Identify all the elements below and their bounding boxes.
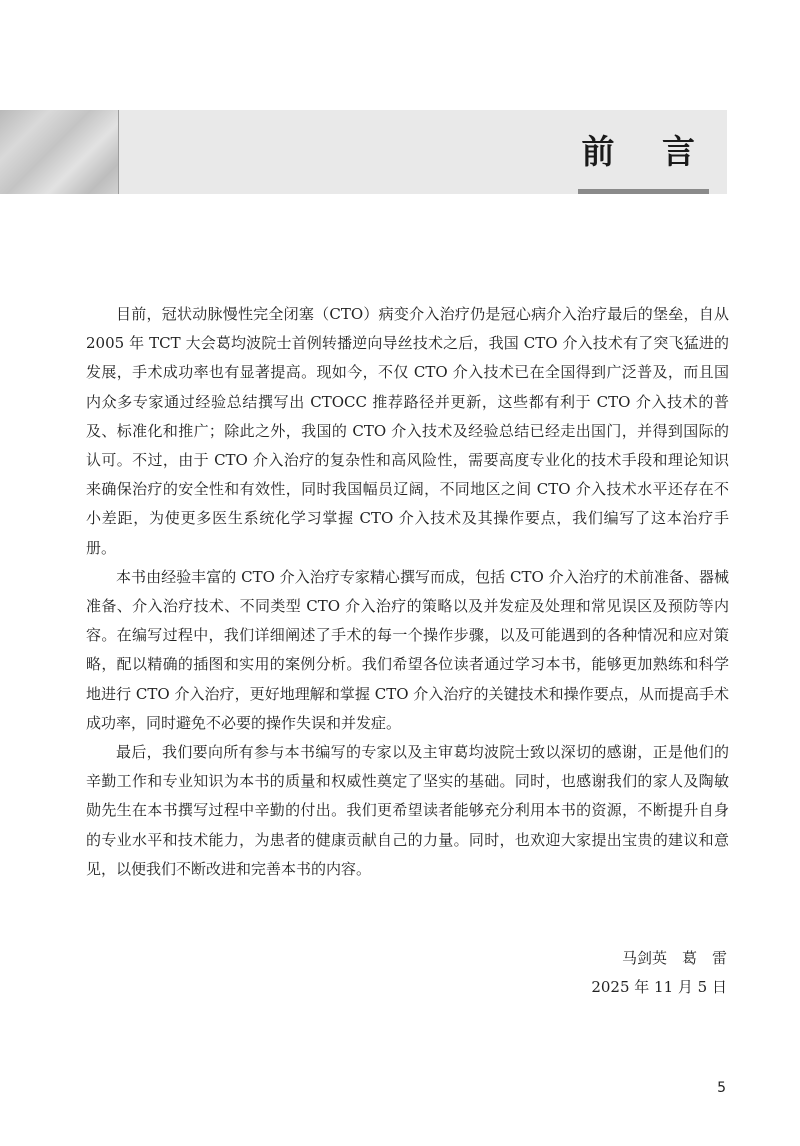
page-number: 5 bbox=[717, 1080, 726, 1096]
paragraph: 本书由经验丰富的 CTO 介入治疗专家精心撰写而成，包括 CTO 介入治疗的术前准备、器械准备、介入治疗技术、不同类型 CTO 介入治疗的策略以及并发症及处理和常见误区及预防等内容。在编写过程中，我们详细阐述了手术的每一个操作步骤，以及可能遇到的各种情况和应对策略，配以精确的插图和实用的案例分析。我们希望各位读者通过学习本书，能够更加熟练和科学地进行 CTO 介入治疗，更好地理解和掌握 CTO 介入治疗的关键技术和操作要点，从而提高手术成功率，同时避免不必要的操作失误和并发症。 bbox=[86, 567, 729, 732]
paragraph: 最后，我们要向所有参与本书编写的专家以及主审葛均波院士致以深切的感谢，正是他们的辛勤工作和专业知识为本书的质量和权威性奠定了坚实的基础。同时，也感谢我们的家人及陶敏勋先生在本书撰写过程中辛勤的付出。我们更希望读者能够充分利用本书的资源，不断提升自身的专业水平和技术能力，为患者的健康贡献自己的力量。同时，也欢迎大家提出宝贵的建议和意见，以便我们不断改进和完善本书的内容。 bbox=[86, 743, 729, 878]
title-underline bbox=[578, 189, 709, 194]
preface-body bbox=[86, 300, 729, 884]
signature-date: 2025 年 11 月 5 日 bbox=[591, 978, 727, 996]
header-decorative-texture bbox=[0, 110, 119, 194]
paragraph: 目前，冠状动脉慢性完全闭塞（CTO）病变介入治疗仍是冠心病介入治疗最后的堡垒，自从 2005 年 TCT 大会葛均波院士首例转播逆向导丝技术之后，我国 CTO 介入技术有了突飞猛进的发展，手术成功率也有显著提高。现如今，不仅 CTO 介入技术已在全国得到广泛普及，而且国内众多专家通过经验总结撰写出 CTOCC 推荐路径并更新，这些都有利于 CTO 介入技术的普及、标准化和推广；除此之外，我国的 CTO 介入技术及经验总结已经走出国门，并得到国际的认可。不过，由于 CTO 介入治疗的复杂性和高风险性，需要高度专业化的技术手段和理论知识来确保治疗的安全性和有效性，同时我国幅员辽阔，不同地区之间 CTO 介入技术水平还存在不小差距，为使更多医生系统化学习掌握 CTO 介入技术及其操作要点，我们编写了这本治疗手册。 bbox=[86, 305, 729, 557]
page-title: 前 言 bbox=[581, 132, 713, 171]
author-names: 马剑英 葛 雷 bbox=[621, 949, 727, 967]
signature-block bbox=[591, 946, 727, 999]
